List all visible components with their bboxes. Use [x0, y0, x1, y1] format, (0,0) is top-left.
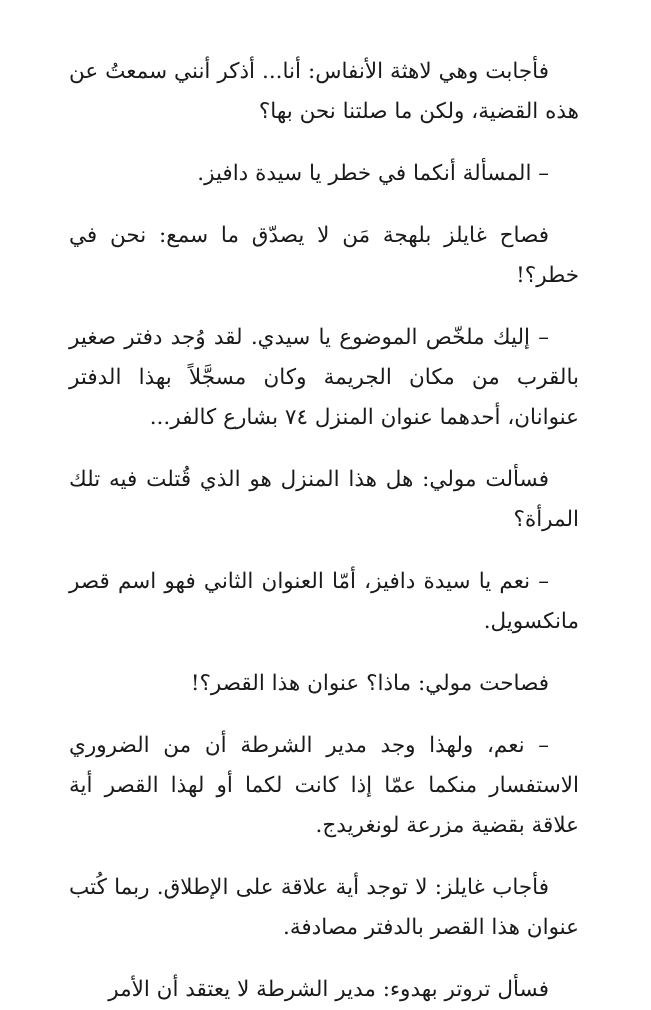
paragraph-2: – المسألة أنكما في خطر يا سيدة دافيز.	[197, 161, 549, 186]
book-page	[69, 52, 579, 1010]
paragraph-10: فسأل تروتر بهدوء: مدير الشرطة لا يعتقد أن الأمر	[108, 977, 549, 1002]
paragraph-9: فأجاب غايلز: لا توجد أية علاقة على الإطلاق. ربما كُتب عنوان هذا القصر بالدفتر مصادفة.	[69, 875, 579, 940]
paragraph-3: فصاح غايلز بلهجة مَن لا يصدّق ما سمع: نحن في خطر؟!	[69, 223, 579, 288]
paragraph-5: فسألت مولي: هل هذا المنزل هو الذي قُتلت فيه تلك المرأة؟	[69, 467, 579, 532]
paragraph-4: – إليك ملخّص الموضوع يا سيدي. لقد وُجد دفتر صغير بالقرب من مكان الجريمة وكان مسجَّلاً بهذا الدفتر عنوانان، أحدهما عنوان المنزل ٧٤ بشارع كالفر...	[69, 325, 579, 430]
paragraph-8: – نعم، ولهذا وجد مدير الشرطة أن من الضروري الاستفسار منكما عمّا إذا كانت لكما أو لهذا القصر أية علاقة بقضية مزرعة لونغريدج.	[69, 733, 579, 838]
paragraph-6: – نعم يا سيدة دافيز، أمّا العنوان الثاني فهو اسم قصر مانكسويل.	[69, 569, 579, 634]
paragraph-1: فأجابت وهي لاهثة الأنفاس: أنا... أذكر أنني سمعتُ عن هذه القضية، ولكن ما صلتنا نحن بها؟	[69, 59, 579, 124]
paragraph-7: فصاحت مولي: ماذا؟ عنوان هذا القصر؟!	[190, 671, 549, 696]
